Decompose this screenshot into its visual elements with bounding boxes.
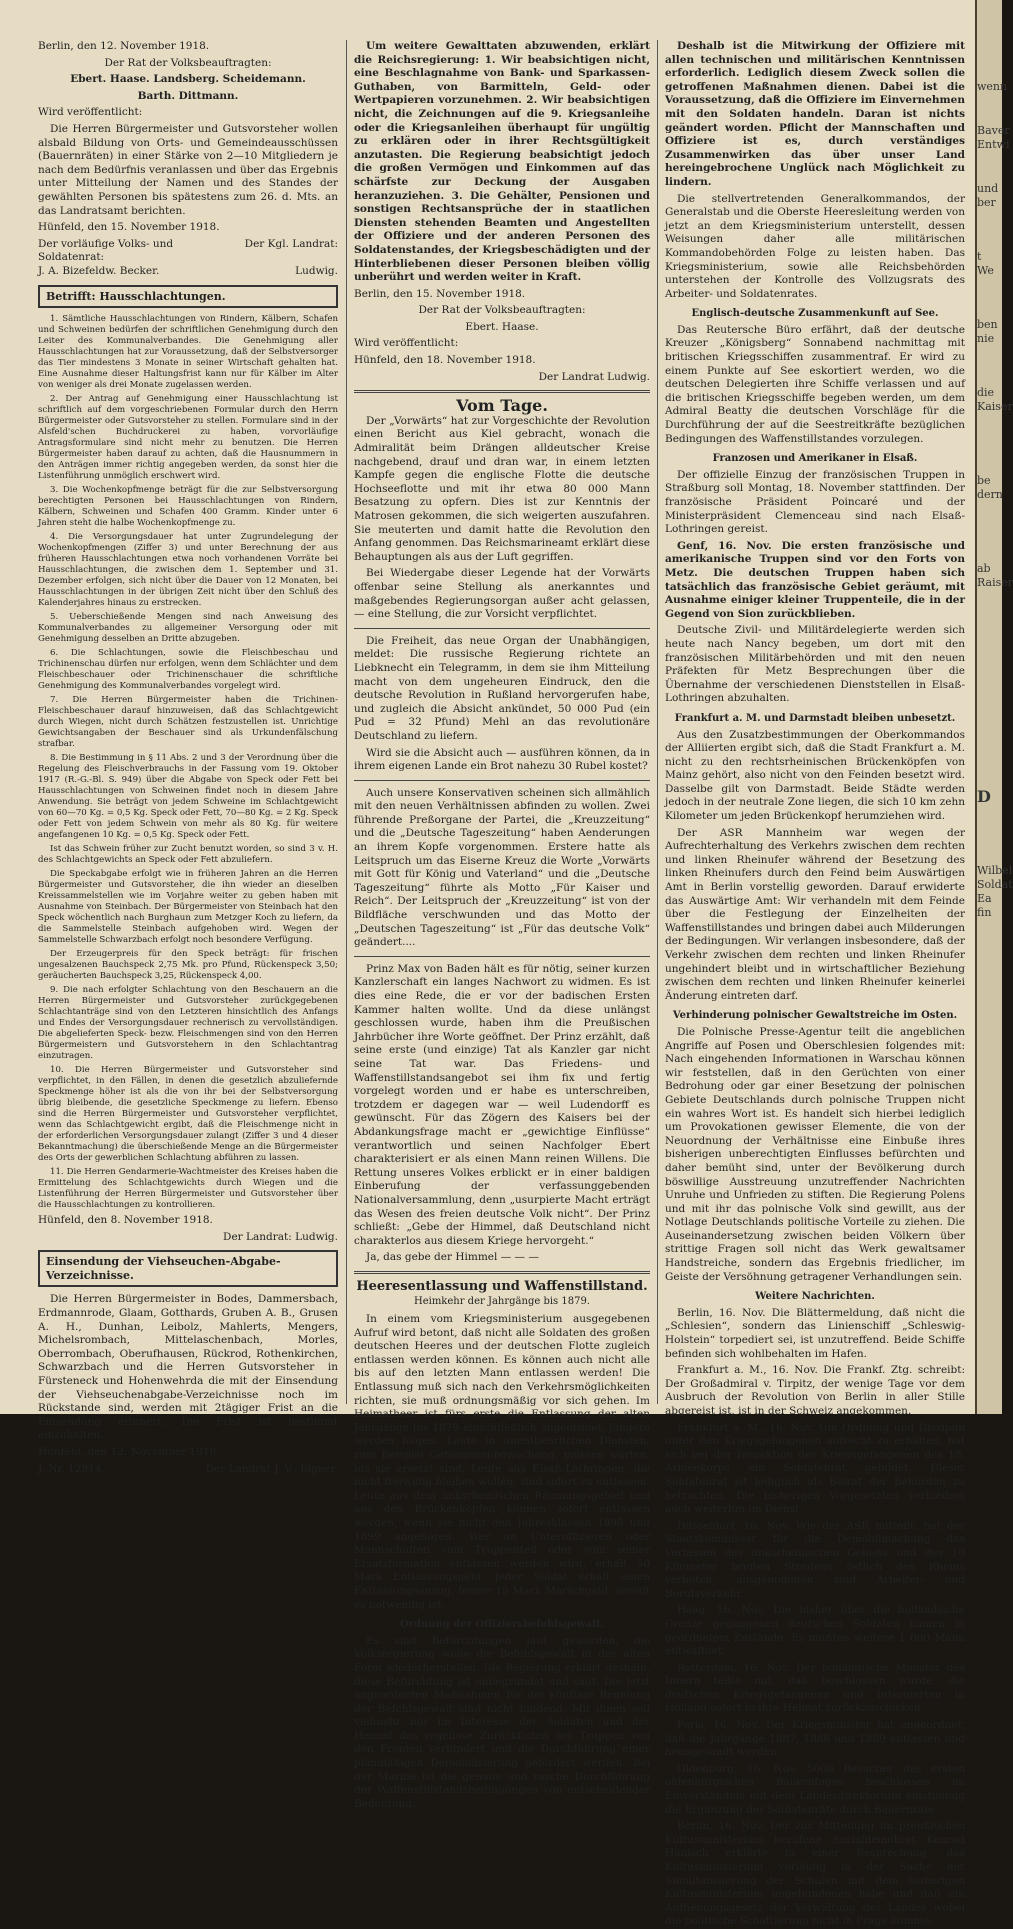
published-note: Wird veröffentlicht: [354,337,459,350]
separator [354,628,650,629]
landrat-signature: Der Landrat J. V.: Illgner. [205,1462,338,1475]
column-rule [346,40,347,1404]
news-item: Berlin, 16. Nov. Die Blättermeldung, daß nicht die „Schlesien“, sondern das Linienschiff „Schleswig-Holstein“ torpediert sei, ist unzutreffend. Beide Schiffe befinden sich wohlbehalten im Hafen. [665,1306,965,1360]
separator [354,390,650,393]
signature-names [38,265,338,279]
edge-fragment: ben [977,318,998,331]
list-item: Der Erzeugerpreis für den Speck beträgt: für frischen ungesalzenen Bauchspeck 2,75 Mk. pro Pfund, Rückenspeck 3,50; geräucherten Bauchspeck 3,25, Rückenspeck 4,00. [38,949,338,982]
numbered-items [38,314,338,1211]
article-paragraph: Bei Wiedergabe dieser Legende hat der Vorwärts offenbar seine Stellung als anerkanntes und maßgebendes Regierungsorgan außer acht gelassen, — eine Stellung, die zur Vorsicht verpflichtet. [354,567,650,621]
edge-fragment: Entwi [977,138,1010,151]
list-item: 2. Der Antrag auf Genehmigung einer Hausschlachtung ist schriftlich auf dem vorgeschriebenen Formular durch den Herrn Bürgermeister oder Gutsvorsteher zu stellen. Formulare sind in der Alsfeld'schen Buchdruckerei zu haben, vorvorläufige Antragsformulare sind nicht mehr zu benutzen. Die Herren Bürgermeister haben darauf zu achten, daß die Hausnummern in den Anträgen immer richtig angegeben werden, da sonst hier die Listenführung unmöglich erschwert wird. [38,394,338,482]
subheading: Heimkehr der Jahrgänge bis 1879. [413,1296,590,1308]
column-3 [665,40,965,1928]
list-item: 5. Ueberschießende Mengen sind nach Anweisung des Kommunalverbandes zu allgemeiner Versorgung oder mit Genehmigung desselben an Dritte abzugeben. [38,612,338,645]
signature-right-title: Der Kgl. Landrat: [244,237,338,250]
article-paragraph: Ja, das gebe der Himmel — — — [366,1251,539,1264]
council-title: Der Rat der Volksbeauftragten: [104,56,272,69]
list-item: Die Speckabgabe erfolgt wie in früheren Jahren an die Herren Bürgermeister und Gutsvorsteher, die ihn wieder an dieselben Kreissammelstellen wie im Vorjahre weiter zu geben haben mit Ausnahme von Steinbach. Der Bürgermeister von Steinbach hat den Speck wöchentlich nach Burghaun zum Metzger Koch zu liefern, da die Sammelstelle Steinbach aufgehoben wird. Wegen der Sammelstelle Schwarzbach erfolgt noch besondere Verfügung. [38,869,338,946]
news-item: Düsseldorf, 16. Nov. Wie der ASR mitteilt, hat der Staatskommissar für die Demobilmachung das Verlassen des linksrheinischen Gebiets und des 10 Kilometer breiten Streifens östlich des Rheins verboten, ausgenommen sind Arbeiter- und Berufsverkehr. [665,1519,965,1600]
article-paragraph: Genf, 16. Nov. Die ersten französische und amerikanische Truppen sind vor den Forts von Metz. Die deutschen Truppen haben sich tatsächlich das französische Gebiet geräumt, mit Ausnahme einiger kleiner Truppenteile, die in der Gegend von Sion zurückblieben. [665,539,965,620]
place-date: Hünfeld, den 18. November 1918. [354,354,536,367]
date-line: Berlin, den 15. November 1918. [354,287,526,300]
edge-fragment: Ea [977,892,992,905]
signature-right-name: Ludwig. [295,264,338,277]
article-paragraph: Prinz Max von Baden hält es für nötig, seiner kurzen Kanzlerschaft ein langes Nachwort zu widmen. Es ist dies eine Rede, die er vor der badischen Ersten Kammer halten wollte. Und da diese unlängst geschlossen wurde, haben ihm die Preußischen Jahrbücher ihre Worte geöffnet. Der Prinz erzählt, daß seine erste (und einzige) Tat als Kanzler gar nicht seine Tat war. Das Friedens- und Waffenstillstandsangebot sei ihm fix und fertig vorgelegt worden und er habe es unterschreiben, trotzdem er dagegen war — weil Ludendorff es gewünscht. Für das Zögern des Kaisers bei der Abdankungsfrage macht er „gewichtige Einflüsse“ verantwortlich und seinen Nachfolger Ebert charakterisiert er als einen Mann reinen Willens. Die Rettung unseres Volkes erblickt er in einer baldigen Einberufung der verfassunggebenden Nationalversammlung, denn „usurpierte Macht erträgt das Wesen des freien deutsche Volk nicht“. Der Prinz schließt: „Gebe der Himmel, daß Deutschland nicht charakterlos aus diesem Kriege hervorgeht.“ [354,962,650,1247]
list-item: 1. Sämtliche Hausschlachtungen von Rindern, Kälbern, Schafen und Schweinen bedürfen der schriftlichen Genehmigung durch den Leiter des Kommunalverbandes. Die Genehmigung aller Hausschlachtungen hat zur Voraussetzung, daß der Selbstversorger das Tier mindestens 3 Monate in seiner Wirtschaft gehalten hat. Eine Ausnahme dieser Haltungsfrist kann nur für Kälber im Alter von weniger als drei Monate zugelassen werden. [38,314,338,391]
list-item: 3. Die Wochenkopfmenge beträgt für die zur Selbstversorgung berechtigten Personen bei Hausschlachtungen von Rindern, Kälbern, Schweinen und Schafen 400 Gramm. Kinder unter 6 Jahren steht die halbe Wochenkopfmenge zu. [38,485,338,529]
article-paragraph: Die stellvertretenden Generalkommandos, der Generalstab und die Oberste Heeresleitung werden von jetzt an dem Kriegsministerium unterstellt, dessen Weisungen daher alle militärischen Kommandobehörden Folge zu leisten haben. Das Kriegsministerium, sowie alle Reichsbehörden unterstehen der Kontrolle des Vollzugsrats des Arbeiter- und Soldatenrates. [665,192,965,300]
list-item: 9. Die nach erfolgter Schlachtung von den Beschauern an die Herren Bürgermeister und Gutsvorsteher zurückgegebenen Schlachtanträge sind von den Letzteren hinsichtlich des Anfangs und Endes der Versorgungsdauer rechnerisch zu vervollständigen. Die abgelieferten Speck- bezw. Fleischmengen sind von den Herren Bürgermeistern und Gutsvorstehern in den Schlachtantrag einzutragen. [38,985,338,1062]
section-box-hausschlachtungen: Betrifft: Hausschlachtungen. [38,285,338,309]
edge-fragment: Baver [977,124,1010,137]
list-item: 8. Die Bestimmung in § 11 Abs. 2 und 3 der Verordnung über die Regelung des Fleischverbrauchs in der Fassung vom 19. Oktober 1917 (R.-G.-Bl. S. 949) über die Abgabe von Speck oder Fett bei Hausschlachtungen von Schweinen findet noch in diesem Jahre Anwendung. Sie beträgt von jedem Schweine im Schlachtgewicht von 60—70 Kg. = 0,5 Kg. Speck oder Fett, 70—80 Kg. = 2 Kg. Speck oder Fett von jedem Schwein von mehr als 80 Kg. für weitere angefangenen 10 Kg. = 0,5 Kg. Speck oder Fett. [38,753,338,841]
list-item: 4. Die Versorgungsdauer hat unter Zugrundelegung der Wochenkopfmengen (Ziffer 3) und unter Berechnung der aus früheren Hausschlachtungen etwa noch vorhandenen Vorräte bei Hausschlachtungen, die zwischen dem 1. September und 31. Dezember erfolgen, sich nicht über die Dauer von 12 Monaten, bei Hausschlachtungen in der übrigen Zeit nicht über den Schluß des Kalenderjahres hinaus zu erstrecken. [38,532,338,609]
news-item: Rotterdam, 16. Nov. Der holländische Minister des Innern teilte mit, daß beschlossen wurde, die deutschen Kriegsgefangenen und Internierten in Holland sofort in ihre Heimat zurückzuschicken. [665,1661,965,1715]
edge-fragment: wenn [977,80,1008,93]
news-item: Haag, 16. Nov. Die bisher über die holländische Grenze gegangenen deutschen Soldaten kamen in geordnetem Zustande. Es mußten weitere 1 000 Mann entwaffnet. [665,1604,965,1658]
edge-fragment: We [977,264,994,277]
place-date: Hünfeld, den 15. November 1918. [38,221,220,234]
notice-text: Die Herren Bürgermeister und Gutsvorsteher wollen alsbald Bildung von Orts- und Gemeindeausschüssen (Bauernräten) in einer Stärke von 2—10 Mitgliedern je nach dem Bedürfnis veranlassen und über das Ergebnis unter Mitteilung der Namen und des Standes der gewählten Personen bis spätestens zum 26. d. Mts. an das Landratsamt berichten. [38,122,338,217]
subheading: Englisch-deutsche Zusammenkunft auf See. [691,308,939,320]
place-date: Hünfeld, den 8. November 1918. [38,1214,213,1227]
edge-fragment: fin [977,906,992,919]
article-paragraph: Aus den Zusatzbestimmungen der Oberkommandos der Alliierten ergibt sich, daß die Stadt Frankfurt a. M. nicht zu den rechtsrheinischen Brückenköpfen von Mainz gehört, also nicht von den Feinden besetzt wird. Dasselbe gilt von Darmstadt. Beide Städte werden jedoch in der neutrale Zone liegen, die sich 10 km zehn Kilometer um jeden Brückenkopf herumziehen wird. [665,728,965,823]
journal-number: J.-Nr. 12914. [38,1462,105,1475]
council-names: Barth. Dittmann. [137,89,239,102]
date-line: Berlin, den 12. November 1918. [38,40,210,52]
footer-signature [38,1463,338,1477]
council-title: Der Rat der Volksbeauftragten: [418,304,586,317]
subheading: Weitere Nachrichten. [755,1291,875,1303]
subheading-ordnung: Ordnung der Offiziersbefehlsgewalt. [400,1619,604,1631]
landrat-signature: Der Landrat Ludwig. [538,370,650,383]
edge-fragment: die [977,386,995,399]
list-item: Ist das Schwein früher zur Zucht benutzt worden, so sind 3 v. H. des Schlachtgewichts an Speck oder Fett abzuliefern. [38,844,338,866]
landrat-signature: Der Landrat: Ludwig. [223,1230,338,1243]
edge-fragment: t [977,250,982,263]
list-item: 7. Die Herren Bürgermeister haben die Trichinen-Fleischbeschauer darauf hinzuweisen, daß das Schlachtgewicht durch Wiegen, nicht durch Schätzen festzustellen ist. Unrichtige Gewichtsangaben der Beschauer sind als Urkundenfälschung strafbar. [38,695,338,750]
article-paragraph: Es sind Befürchtungen laut geworden, die Volksregierung wolle die Befehlsgewalt in der alten Form wiederherstellen. Die Regierung erklärt deshalb, diese Befürchtung ist unbegründet und sagt: Die jetzt angeordneten Maßnahmen für die künftige Regelung der Befehlsgewalt sind nicht bindend. Mit ihnen soll vielmehr nur im Interesse der Soldaten und der Heimat das regellose Zurückfluten der Truppen von den Fronten verhindert und die Durchführung einer planmäßigen Demobilisierung gefördert werden. Bei der Marine ist die genaue und rasche Durchführung der Waffenstillstandsbedingungen von entscheidender Bedeutung. [354,1634,650,1810]
news-item: Paris, 16. Nov. Der Kriegsminister hat angeordnet, daß die Jahrgänge 1887, 1888 und 1889 entlassen und heimgesandt werden. [665,1719,965,1759]
news-item: Oldenburg, 16. Nov. 5000 Besucher des ersten oldenburgischen Bauerntages beschlossen im Einverständnis mit dem Landesdirektorium einstimmig die Ergänzung der Soldatenräte durch Bauernräte. [665,1762,965,1816]
edge-fragment: D [977,787,991,806]
separator [354,956,650,957]
declaration-text: Um weitere Gewalttaten abzuwenden, erklärt die Reichsregierung: 1. Wir beabsichtigen nicht, eine Beschlagnahme von Bank- und Sparkassen-Guthaben, von Barmitteln, Geld- oder Wertpapieren vorzunehmen. 2. Wir beabsichtigen nicht, die Zeichnungen auf die 9. Kriegsanleihe oder die Kriegsanleihen überhaupt für ungültig zu erklären oder in ihrer Rechtsgültigkeit anzutasten. Die Regierung beabsichtigt jedoch die großen Vermögen und Einkommen auf das schärfste zur Deckung der Ausgaben heranzuziehen. 3. Die Gehälter, Pensionen und sonstigen Rechtsansprüche der in staatlichen Diensten stehenden Beamten und Angestellten der Offiziere und der anderen Personen des Soldatenstandes, der Kriegsbeschädigten und der Hinterbliebenen dieser Personen bleiben völlig unberührt und werden weiter in Kraft. [354,40,650,284]
subheading: Franzosen und Amerikaner in Elsaß. [712,453,918,465]
edge-fragment: Raiser [977,576,1013,589]
column-1 [38,40,338,1475]
article-paragraph: Wird sie die Absicht auch — ausführen können, da in ihrem eigenen Lande ein Brot nahezu 30 Rubel kostet? [354,746,650,773]
place-date: Hünfeld, den 12. November 1918. [38,1446,220,1458]
separator [354,780,650,781]
article-paragraph: Das Reutersche Büro erfährt, daß der deutsche Kreuzer „Königsberg“ Sonnabend nachmittag mit britischen Kriegsschiffen zusammentraf. Er wird zu einem Punkte auf See eskortiert werden, wo die deutschen Delegierten ihre Schiffe verlassen und auf die britischen Kriegsschiffe begeben werden, um dem Admiral Beatty die deutschen Vorschläge für die Durchführung der auf die Seestreitkräfte bezüglichen Bedingungen des Waffenstillstandes vorzulegen. [665,323,965,445]
article-paragraph: Der offizielle Einzug der französischen Truppen in Straßburg soll Montag, 18. November stattfinden. Der französische Präsident Poincaré und der Ministerpräsident Clemenceau sind nach Elsaß-Lothringen gereist. [665,468,965,536]
article-paragraph: Der ASR Mannheim war wegen der Aufrechterhaltung des Verkehrs zwischen dem rechten und linken Rheinufer während der Besetzung des linken Rheinufers durch den Feind beim Auswärtigen Amt in Berlin vorstellig geworden. Darauf erwiderte das Auswärtige Amt: Wir verhandeln mit dem Feinde über die Festlegung der Einzelheiten der Waffenstillstandes und bringen dabei auch Milderungen der Bedingungen. Wir verlangen insbesondere, daß der Verkehr zwischen dem rechten und linken Rheinufer ungehindert bleibt und in wirtschaftlicher Beziehung zwischen dem rechten und linken Rheinufer keinerlei Änderung eintreten darf. [665,826,965,1002]
article-paragraph: Der „Vorwärts“ hat zur Vorgeschichte der Revolution einen Bericht aus Kiel gebracht, wonach die Admiralität beim Drängen alldeutscher Kreise nachgebend, drauf und dran war, in einem letzten Kampfe gegen die englische Flotte die deutsche Hochseeflotte und mit ihr etwa 80 000 Mann Besatzung zu opfern. Dies ist zur Kenntnis der Matrosen gekommen, die sich weigerten auszufahren. Sie meuterten und damit hatte die Revolution den Anfang genommen. Das Reichsmarineamt erklärt diese Behauptungen als aus der Luft gegriffen. [354,414,650,563]
column-rule [657,40,658,1404]
subheading: Verhinderung polnischer Gewaltstreiche im Osten. [672,1010,958,1022]
separator [354,1271,650,1274]
signature-left-name: J. A. Bizefeldw. Becker. [38,264,160,277]
subheading: Frankfurt a. M. und Darmstadt bleiben unbesetzt. [674,712,956,724]
edge-fragment: und [977,182,999,195]
news-item: Berlin, 16. Nov. Der zur Mitteilung im preußischen Kultusministerium berufene Sozialdemokrat Konrad Hänisch erklärte in einer Besprechung, das Kultusministerium vorläufig in der Sache der Simultanisierung der Schulen mit dem bisherigen Kultusministerium ungebundenen habe und daß ein Aufhebungsgesetz der Verwaltung des Landes wobei die politische Schattierung nicht in Frage komme. [665,1820,965,1928]
section-box-viehseuchen: Einsendung der Viehseuchen-Abgabe-Verzeichnisse. [38,1250,338,1287]
list-item: 11. Die Herren Gendarmerie-Wachtmeister des Kreises haben die Ermittelung des Schlachtgewichts durch Wiegen und die Listenführung der Herren Bürgermeister und Gutsvorsteher über die Hausschlachtungen zu kontrollieren. [38,1167,338,1211]
news-item: Frankfurt a. M., 16. Nov. Um Ordnung und Disziplin unter den Kriegsgefangenen aufrecht zu erhalten, hat sich bei der Inspektion der Kriegsgefangenen des 18. Armeekorps ein Soldatenrat gebildet. Dieser Soldatenrat ist lediglich als Beirat der Behörden zu betrachten. Die bisherigen Vorgesetzten verbleiben auch weiterhin im Dienst. [665,1421,965,1516]
adjacent-page-edge [975,0,1013,1414]
edge-fragment: Soldat [977,878,1013,891]
published-note: Wird veröffentlicht: [38,106,143,119]
edge-fragment: Kaiser [977,400,1013,413]
column-2 [354,40,650,1810]
article-paragraph: Die Polnische Presse-Agentur teilt die angeblichen Angriffe auf Posen und Oberschlesien folgendes mit: Nach eingehenden Informationen in Warschau können wir feststellen, daß in den Gerüchten von einer Bedrohung oder gar einer Besetzung der polnischen Gebiete Deutschlands durch polnische Truppen nicht ein wahres Wort ist. Es handelt sich hierbei lediglich um Provokationen gewisser Elemente, die von der Neuordnung der Verhältnisse eine Einbuße ihres bisherigen unberechtigten Einflusses befürchten und daher bemüht sind, unter der Bevölkerung durch böswillige Ausstreuung unzutreffender Nachrichten Unruhe und Unfrieden zu stiften. Die Regierung Polens und mit ihr das polnische Volk sind gewillt, aus der Notlage Deutschlands politische Vorteile zu ziehen. Die Auseinandersetzung zwischen beiden Völkern über strittige Fragen soll nicht das Werk gewaltsamer Handstreiche, sondern das Ergebnis friedlicher, im Geiste der Versöhnung getragener Verhandlungen sein. [665,1025,965,1283]
list-item: 10. Die Herren Bürgermeister und Gutsvorsteher sind verpflichtet, in den Fällen, in denen die gesetzlich abzuliefernde Speckmenge höher ist als die von ihr bei der Selbstversorgung übrig bleibende, die gesetzliche Speckmenge zu liefern. Ebenso sind die Herren Bürgermeister und Gutsvorsteher verpflichtet, wenn das Schlachtgewicht ergibt, daß die Fleischmenge nicht in der erforderlichen Versorgungsdauer zulangt (Ziffer 3 und 4 dieser Bekanntmachung) die überschießende Menge an die Bürgermeister des Orts der gewerblichen Schlachtung abführen zu lassen. [38,1065,338,1164]
article-paragraph: Deshalb ist die Mitwirkung der Offiziere mit allen technischen und militärischen Kenntnissen erforderlich. Lediglich diesem Zweck sollen die getroffenen Maßnahmen dienen. Dabei ist die Voraussetzung, daß die Offiziere im Einvernehmen mit den Soldaten handeln. Daran ist nichts geändert worden. Pflicht der Mannschaften und Offiziere ist es, durch verständiges Zusammenwirken das über unser Land hereingebrochene Unglück nach Möglichkeit zu lindern. [665,40,965,188]
edge-fragment: ber [977,196,996,209]
article-paragraph: Auch unsere Konservativen scheinen sich allmählich mit den neuen Verhältnissen abfinden zu wollen. Zwei führende Preßorgane der Partei, die „Kreuzzeitung“ und die „Deutsche Tageszeitung“ haben Aenderungen an ihrem Kopfe vorgenommen. Erstere hatte als Leitspruch um das Eiserne Kreuz die Worte „Vorwärts mit Gott für König und Vaterland“ und die „Deutsche Tageszeitung“ führte als Motto „Für Kaiser und Reich“. Der Leitspruch der „Kreuzzeitung“ ist von der Bildfläche verschwunden und das Motto der „Deutschen Tageszeitung“ ist „Für das deutsche Volk“ geändert.... [354,786,650,949]
article-paragraph: In einem vom Kriegsministerium ausgegebenen Aufruf wird betont, daß nicht alle Soldaten des großen deutschen Heeres und der deutschen Flotte zugleich entlassen werden können. Es können auch nicht alle bis auf den letzten Mann entlassen werden! Die Entlassung muß sich nach den Verkehrsmöglichkeiten richten, sie muß ordnungsmäßig vor sich gehen. Im Heimatheer ist fürs erste die Entlassung der alten Jahrgänge bis 1879 einschließlich angeordnet, jüngere werden folgen. Leute in unentbehrlichen Diensten, zum Beispiel Gefangenenbewachung, müssen warten, bis sie ersetzt sind. Leute aus Elsaß-Lothringen, die nicht freiwillig bleiben wollen, sind sofort zu entlassen. Leute aus dem linksrheinischen Räumungsgebiet und aus den Brückenköpfen können sofort entlassen werden, wenn sie nicht den Jahresklassen 1898 und 1899 angehören. Wer an Unteroffizieren oder Mannschaften vom Truppenteil oder vom seiner Ersatzformation entlassen werden wird, erhält 50 Mark Entlassungsgeld. Jeder Soldat erhält einen Entlassungsanzug, ferner 15 Mark Marschgeld, soweit es notwendig ist. [354,1313,650,1611]
heading-vom-tage: Vom Tage. [456,396,548,416]
council-names: Ebert. Haase. Landsberg. Scheidemann. [70,73,306,86]
heading-heeresentlassung: Heeresentlassung und Waffenstillstand. [356,1278,648,1294]
edge-fragment: be [977,474,991,487]
edge-fragment: ab [977,562,991,575]
council-names: Ebert. Haase. [465,320,539,333]
edge-fragment: dern [977,488,1003,501]
edge-fragment: nie [977,332,995,345]
news-item: Frankfurt a. M., 16. Nov. Die Frankf. Ztg. schreibt: Der Großadmiral v. Tirpitz, der wenige Tage vor dem Ausbruch der Revolution von Berlin in aller Stille abgereist ist, ist in der Schweiz angekommen. [665,1364,965,1417]
article-paragraph: Die Freiheit, das neue Organ der Unabhängigen, meldet: Die russische Regierung richtete an Liebknecht ein Telegramm, in dem sie ihm Mitteilung macht von dem ungeheuren Eindruck, den die deutsche Revolution in Rußland hervorgerufen habe, und zugleich die Absicht ankündet, 50 000 Pud (ein Pud = 32 Pfund) Mehl an das revolutionäre Deutschland zu liefern. [354,634,650,742]
signature-left-title: Der vorläufige Volks- und Soldatenrat: [38,237,174,264]
signature-block [38,238,338,265]
article-paragraph: Deutsche Zivil- und Militärdelegierte werden sich heute nach Nancy begeben, um dort mit den französischen Militärbehörden und mit den neuen Präfekten für Metz Besprechungen über die Übernahme der verschiedenen Dienststellen in Elsaß-Lothringen abzuhalten. [665,624,965,705]
list-item: 6. Die Schlachtungen, sowie die Fleischbeschau und Trichinenschau dürfen nur erfolgen, wenn dem Schlächter und dem Fleischbeschauer oder Trichinenschauer die schriftliche Genehmigung des Kommunalverbandes vorgelegt wird. [38,648,338,692]
viehseuchen-text: Die Herren Bürgermeister in Bodes, Dammersbach, Erdmannrode, Glaam, Gotthards, Gruben A. B., Grusen A. H., Dunhan, Leibolz, Mahlerts, Mengers, Michelsrombach, Mittelaschenbach, Morles, Oberrombach, Oberufhausen, Rückrod, Rothenkirchen, Schwarzbach und die Herren Gutsvorsteher in Fürsteneck und Hohenwehrda die mit der Einsendung der Viehseuchenabgabe-Verzeichnisse noch im Rückstande sind, werden mit 2tägiger Frist an die Einsendung erinnert. Die Frist ist bestimmt einzuhalten. [38,1293,338,1442]
edge-fragment: Wilbel [977,864,1013,877]
